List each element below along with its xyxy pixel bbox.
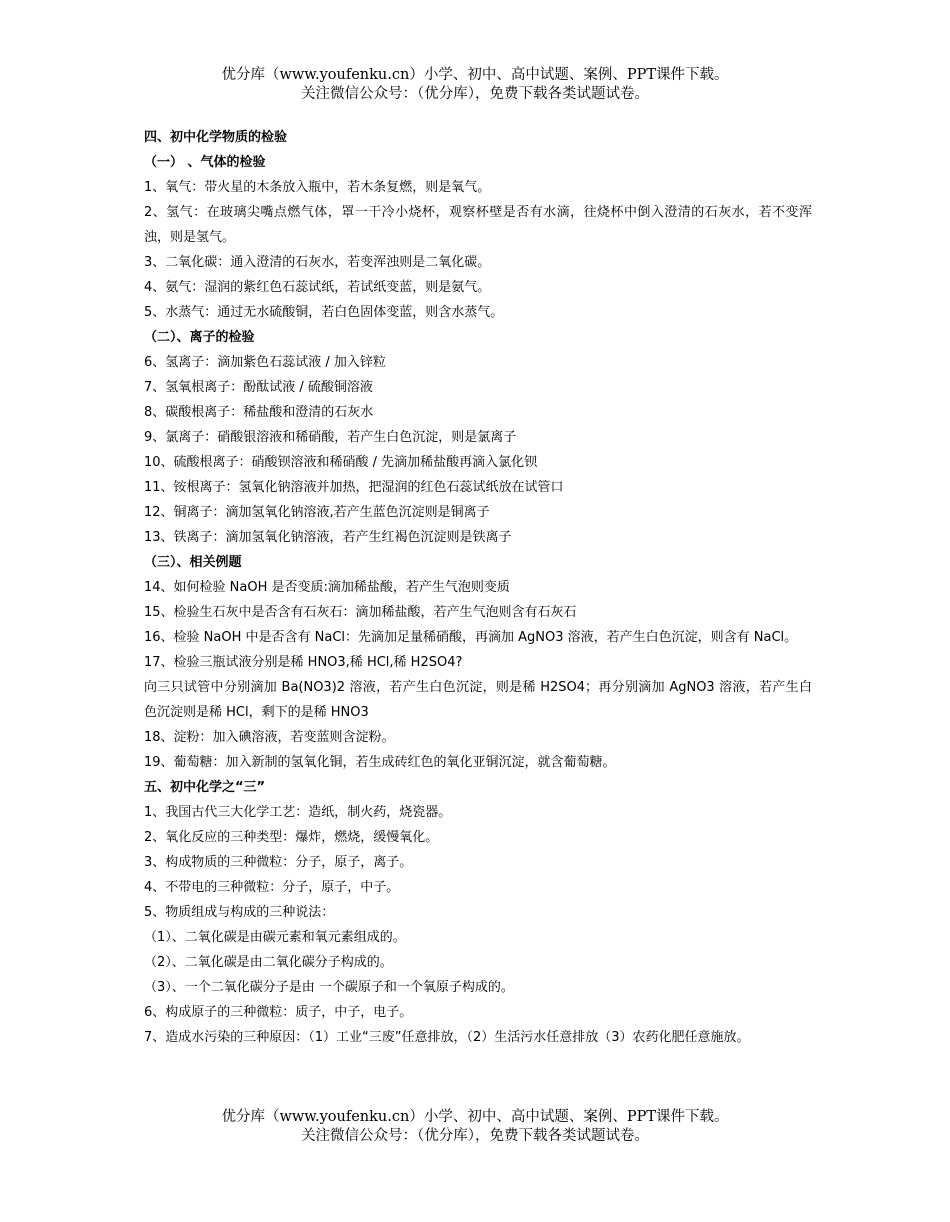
text-line: 17、检验三瓶试液分别是稀 HNO3,稀 HCl,稀 H2SO4? bbox=[144, 655, 463, 670]
text-line: 10、硫酸根离子：硝酸钡溶液和稀硝酸 / 先滴加稀盐酸再滴入氯化钡 bbox=[144, 455, 538, 470]
text-line: 16、检验 NaOH 中是否含有 NaCl：先滴加足量稀硝酸，再滴加 AgNO3 溶液，若产生白色沉淀，则含有 NaCl。 bbox=[144, 630, 798, 645]
text-line: 1、我国古代三大化学工艺：造纸，制火药，烧瓷器。 bbox=[144, 805, 452, 820]
text-line: 2、氧化反应的三种类型：爆炸，燃烧，缓慢氧化。 bbox=[144, 830, 439, 845]
text-line: 15、检验生石灰中是否含有石灰石：滴加稀盐酸，若产生气泡则含有石灰石 bbox=[144, 605, 577, 620]
text-line: 14、如何检验 NaOH 是否变质:滴加稀盐酸，若产生气泡则变质 bbox=[144, 580, 510, 595]
section-heading: 五、初中化学之“三” bbox=[144, 780, 266, 795]
text-line: 13、铁离子：滴加氢氧化钠溶液，若产生红褐色沉淀则是铁离子 bbox=[144, 530, 512, 545]
text-line: 6、构成原子的三种微粒：质子，中子，电子。 bbox=[144, 1005, 413, 1020]
text-line: 向三只试管中分别滴加 Ba(NO3)2 溶液，若产生白色沉淀，则是稀 H2SO4；再分别滴加 AgNO3 溶液，若产生白色沉淀则是稀 HCl，剩下的是稀 HNO3 bbox=[144, 680, 812, 720]
text-line: 12、铜离子：滴加氢氧化钠溶液,若产生蓝色沉淀则是铜离子 bbox=[144, 505, 490, 520]
header-line-2: 关注微信公众号：（优分库），免费下载各类试题试卷。 bbox=[301, 86, 649, 102]
text-line: 5、水蒸气：通过无水硫酸铜，若白色固体变蓝，则含水蒸气。 bbox=[144, 305, 504, 320]
text-line: （2）、二氧化碳是由二氧化碳分子构成的。 bbox=[144, 955, 393, 970]
text-line: 3、构成物质的三种微粒：分子，原子，离子。 bbox=[144, 855, 413, 870]
text-line: （3）、一个二氧化碳分子是由 一个碳原子和一个氧原子构成的。 bbox=[144, 980, 514, 995]
section-heading: 四、初中化学物质的检验 bbox=[144, 130, 288, 145]
document-body bbox=[144, 125, 812, 1050]
text-line: 7、造成水污染的三种原因：（1）工业“三废”任意排放，（2）生活污水任意排放（3）农药化肥任意施放。 bbox=[144, 1030, 750, 1045]
text-line: （1）、二氧化碳是由碳元素和氧元素组成的。 bbox=[144, 930, 406, 945]
text-line: 4、不带电的三种微粒：分子，原子，中子。 bbox=[144, 880, 400, 895]
text-line: 4、氨气：湿润的紫红色石蕊试纸，若试纸变蓝，则是氨气。 bbox=[144, 280, 491, 295]
page-header bbox=[0, 66, 950, 104]
text-line: 3、二氧化碳：通入澄清的石灰水，若变浑浊则是二氧化碳。 bbox=[144, 255, 491, 270]
section-heading: （一） 、气体的检验 bbox=[144, 155, 266, 170]
text-line: 5、物质组成与构成的三种说法： bbox=[144, 905, 335, 920]
text-line: 9、氯离子：硝酸银溶液和稀硝酸，若产生白色沉淀，则是氯离子 bbox=[144, 430, 517, 445]
page-footer bbox=[0, 1108, 950, 1146]
section-heading: （二）、离子的检验 bbox=[144, 330, 255, 345]
text-line: 2、氢气：在玻璃尖嘴点燃气体，罩一干冷小烧杯，观察杯壁是否有水滴，往烧杯中倒入澄清的石灰水，若不变浑浊，则是氢气。 bbox=[144, 205, 812, 245]
text-line: 7、氢氧根离子：酚酞试液 / 硫酸铜溶液 bbox=[144, 380, 373, 395]
section-heading: （三）、相关例题 bbox=[144, 555, 242, 570]
footer-line-1: 优分库（www.youfenku.cn）小学、初中、高中试题、案例、PPT课件下载。 bbox=[221, 1109, 729, 1125]
text-line: 11、铵根离子：氢氧化钠溶液并加热，把湿润的红色石蕊试纸放在试管口 bbox=[144, 480, 564, 495]
footer-line-2: 关注微信公众号：（优分库），免费下载各类试题试卷。 bbox=[301, 1128, 649, 1144]
text-line: 18、淀粉：加入碘溶液，若变蓝则含淀粉。 bbox=[144, 730, 395, 745]
text-line: 6、氢离子：滴加紫色石蕊试液 / 加入锌粒 bbox=[144, 355, 386, 370]
header-line-1: 优分库（www.youfenku.cn）小学、初中、高中试题、案例、PPT课件下载。 bbox=[221, 67, 729, 83]
text-line: 19、葡萄糖：加入新制的氢氧化铜，若生成砖红色的氧化亚铜沉淀，就含葡萄糖。 bbox=[144, 755, 616, 770]
text-line: 8、碳酸根离子：稀盐酸和澄清的石灰水 bbox=[144, 405, 374, 420]
text-line: 1、氧气：带火星的木条放入瓶中，若木条复燃，则是氧气。 bbox=[144, 180, 491, 195]
